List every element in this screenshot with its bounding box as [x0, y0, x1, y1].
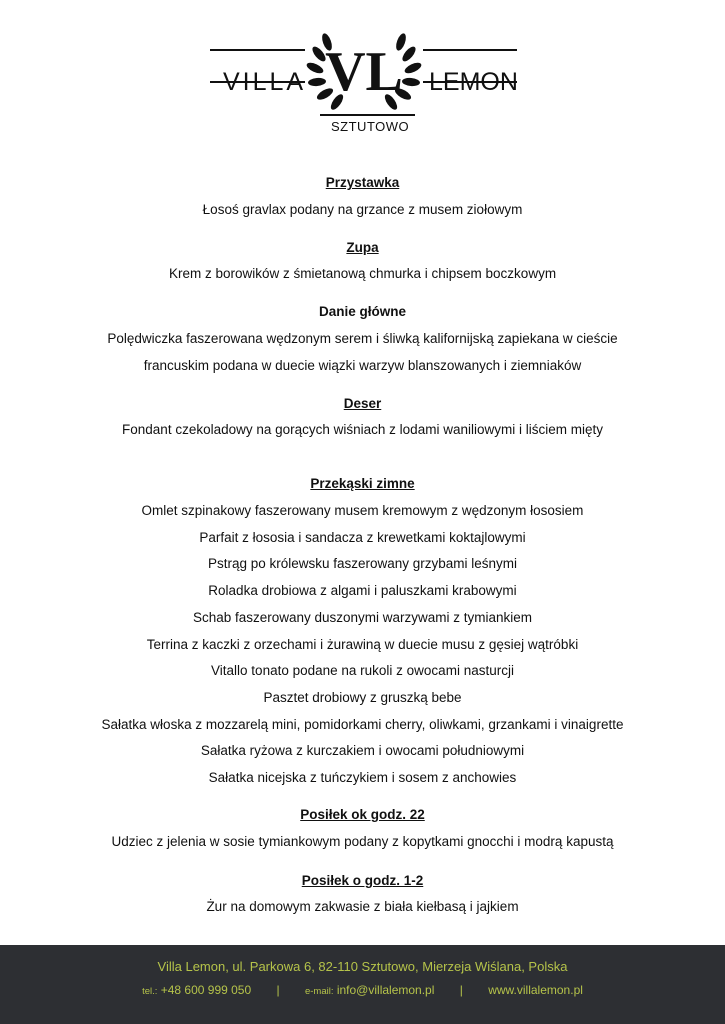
menu-item: francuskim podana w duecie wiązki warzyw blanszowanych i ziemniaków	[143, 358, 582, 373]
menu-item: Łosoś gravlax podany na grzance z musem ziołowym	[202, 202, 523, 217]
tel-number[interactable]: +48 600 999 050	[160, 983, 252, 997]
menu-item: Fondant czekoladowy na gorących wiśniach z lodami waniliowymi i liściem mięty	[122, 422, 603, 437]
menu-item: Roladka drobiowa z algami i paluszkami krabowymi	[208, 583, 517, 598]
menu-item: Parfait z łososia i sandacza z krewetkami koktajlowymi	[199, 530, 526, 545]
logo-location: SZTUTOWO	[331, 119, 410, 134]
menu-item: Sałatka ryżowa z kurczakiem i owocami południowymi	[200, 743, 525, 758]
separator: |	[276, 983, 280, 997]
section-heading: Przystawka	[325, 175, 400, 190]
email-label: e-mail:	[304, 986, 334, 997]
logo-word-lemon: LEMON	[429, 68, 518, 96]
section-heading: Zupa	[346, 240, 379, 255]
separator: |	[459, 983, 463, 997]
footer	[0, 945, 725, 1024]
tel-label: tel.:	[142, 986, 158, 997]
logo-monogram: VL	[325, 41, 403, 103]
section-heading: Deser	[343, 396, 382, 411]
email-link[interactable]: info@villalemon.pl	[336, 983, 435, 997]
section-heading: Danie główne	[318, 304, 406, 319]
villa-lemon-logo	[205, 22, 520, 142]
section-heading: Posiłek ok godz. 22	[300, 807, 425, 822]
menu-item: Sałatka włoska z mozzarelą mini, pomidorkami cherry, oliwkami, grzankami i vinaigrette	[101, 717, 624, 732]
menu-item: Polędwiczka faszerowana wędzonym serem i śliwką kalifornijską zapiekana w cieście	[107, 331, 618, 346]
menu-item: Omlet szpinakowy faszerowany musem kremowym z wędzonym łososiem	[141, 503, 584, 518]
section-heading: Posiłek o godz. 1-2	[301, 873, 424, 888]
website-link[interactable]: www.villalemon.pl	[488, 983, 583, 997]
menu-item: Pstrąg po królewsku faszerowany grzybami leśnymi	[207, 556, 518, 571]
menu-item: Krem z borowików z śmietanową chmurka i chipsem boczkowym	[168, 266, 557, 281]
footer-contacts	[0, 983, 725, 997]
menu-item: Żur na domowym zakwasie z biała kiełbasą i jajkiem	[206, 899, 519, 914]
footer-address: Villa Lemon, ul. Parkowa 6, 82-110 Sztutowo, Mierzeja Wiślana, Polska	[157, 959, 568, 974]
menu-item: Vitallo tonato podane na rukoli z owocami nasturcji	[211, 663, 514, 678]
menu-item: Schab faszerowany duszonymi warzywami z tymiankiem	[192, 610, 533, 625]
logo-word-villa: VILLA	[223, 68, 307, 96]
menu-item: Sałatka nicejska z tuńczykiem i sosem z anchowies	[208, 770, 517, 785]
menu-item: Pasztet drobiowy z gruszką bebe	[263, 690, 462, 705]
section-heading: Przekąski zimne	[310, 476, 415, 491]
menu-item: Terrina z kaczki z orzechami i żurawiną w duecie musu z gęsiej wątróbki	[146, 637, 579, 652]
menu-item: Udziec z jelenia w sosie tymiankowym podany z kopytkami gnocchi i modrą kapustą	[111, 834, 614, 849]
